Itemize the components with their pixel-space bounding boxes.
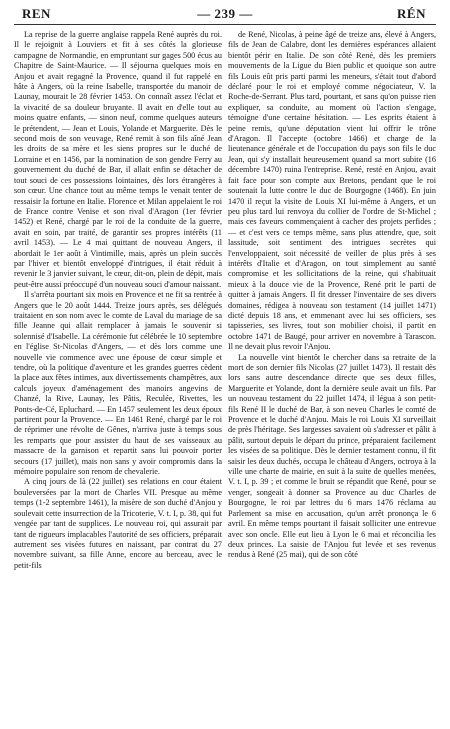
page-number: — 239 —	[197, 6, 253, 21]
left-paragraph-2: Il s'arrêta pourtant six mois en Provence et ne fit sa rentrée à Angers que le 20 août 1444. Treize jours après, ses délégués traitaient en son nom avec le comte de Laval du mariage de sa fille Jeanne qui allait remplacer à jamais le souvenir si solennisé d'Isabelle. La cérémonie fut célébrée le 10 septembre en l'église St-Nicolas d'Angers, — et dès lors comme une nouvelle vie commence avec une épouse de cœur simple et tendre, où la politique d'aventure et les grandes guerres cèdent la place aux fêtes intimes, aux divertissements champêtres, aux calculs joyeux d'aménagement des manoirs angevins de Chanzé, la Rive, Launay, les Pâtis, Reculée, Rivettes, les Ponts-de-Cé, Epluchard. — En 1457 seulement les deux époux partirent pour la Provence. — En 1461 René, chargé par le roi de réprimer une révolte de Gênes, n'arriva juste à temps sous les remparts que pour assister du haut de ses vaisseaux au massacre de la garnison et repartit sans lui pouvoir porter secours (17 juillet), mais non sans y avoir compromis dans la mémoire populaire son renom de chevalerie.	[14, 290, 222, 477]
left-column	[14, 30, 222, 725]
right-column	[228, 30, 436, 725]
right-paragraph-1: de René, Nicolas, à peine âgé de treize ans, élevé à Angers, fils de Jean de Calabre, dont les dernières espérances allaient bientôt périr en Italie. De son côté René, dès les premiers mouvements de la Ligue du Bien public et quoique son autre fils Louis eût pris parti parmi les meneurs, s'était tout d'abord déclaré pour le roi et employé comme négociateur, V. la Roche-de-Serrant. Plus tard, pourtant, et sans qu'on puisse rien expliquer, sa conduite, au moment où l'action s'engage, témoigne d'une certaine hésitation. — Les esprits étaient à peine remis, qu'une députation vient lui offrir le trône d'Aragon. Il l'accepte (octobre 1466) et charge de la lieutenance générale et de l'occupation du pays son fils le duc Jean, qui s'y installait heureusement quand sa mort subite (16 décembre 1470) ruina l'entreprise. René, resté en Anjou, avait fait face pour son compte aux Bretons, pendant que le roi soutenait la lutte contre le duc de Bourgogne (1468). En juin 1470 il reçut la visite de Louis XI lui-même à Angers, et un peu plus tard lui renvoya du collier de l'ordre de St-Michel ; mais ces faveurs commençaient à cacher des projets perfides ; — et c'est vers ce temps même, sans plus attendre, que, soit lassitude, soit sentiment des intrigues secrètes qui l'enveloppaient, soit nécessité de veiller de plus près à ses intérêts d'Italie et d'Aragon, on tout simplement au santé compromise et les sollicitations de la reine, qui s'habituait mieux à la douce vie de la Provence, René prit le parti de quitter à jamais Angers. Il fit dresser l'inventaire de ses divers domaines, rédigea à nouveau son testament (14 juillet 1471) dicté depuis 18 ans, et emmenant avec lui ses officiers, ses tapisseries, ses livres, tout son mobilier choisi, il partit en octobre 1471 de Baugé, pour arriver en novembre à Tarascon. Il ne devait plus revoir l'Anjou.	[228, 30, 436, 352]
left-paragraph-3: A cinq jours de là (22 juillet) ses relations en cour étaient bouleversées par la mort de Charles VII. Presque au même temps (1-2 septembre 1461), la misère de son duché d'Anjou y soulevait cette insurrection de la Tricoterie, V. t. I, p. 38, qui fut vengée par tant de supplices. Le nouveau roi, qui assurait par tant de rigueurs implacables l'autorité de ses officiers, préparait autrement ses visées futures en naissant, par contrat du 27 novembre suivant, sa fille Anne, encore au berceau, avec le petit-fils	[14, 477, 222, 570]
header-rule	[14, 24, 436, 25]
running-head-left: REN	[22, 6, 51, 21]
left-paragraph-1: La reprise de la guerre anglaise rappela René auprès du roi. Il le rejoignit à Louviers et fit à ses côtés la glorieuse campagne de Normandie, en empruntant sur gages 500 écus au Chapitre de Saint-Maurice. — Il séjourna quelques mois en Anjou et avait regagné la Provence, quand il fut rappelé en hâte à Angers, où la reine Isabelle, transportée du manoir de Launay, mourait le 28 février 1453. On connaît assez l'éclat et la vivacité de sa douleur bruyante. Il avait en d'elle tout au moins quatre enfants, — sinon neuf, comme quelques auteurs le prétendent, — Jean et Louis, Yolande et Marguerite. Dès le second mois de son veuvage, René remit à son fils aîné Jean les droits de sa mère et les siens propres sur le duché de Lorraine et en 1456, par la nomination de son gendre Ferry au gouvernement du duché de Bar, il allait enfin se détacher de tout souci de ces possessions lointaines, dès lors étrangères à son cœur. Une chance tout au même temps le venait tenter de ressaisir la fortune en Italie. Florence et Milan appelaient le roi de France contre Venise et son rival d'Aragon (1er février 1452) et René, chargé par le roi de la conduite de la guerre, avait en soin, par traité, de garantir ses propres intérêts (11 avril 1453). — Le 4 mai quittant de nouveau Angers, il abordait le 1er août à Vintimille, mais, après un plein succès par l'hiver et bientôt enveloppé d'intrigues, il était réduit à revenir le 3 janvier suivant, le cœur, dit-on, plein de dépit, mais peut-être aussi préoccupé d'un nouveau souci d'amour naissant.	[14, 30, 222, 289]
running-head-right: RÉN	[397, 6, 426, 21]
right-paragraph-2: La nouvelle vint bientôt le chercher dans sa retraite de la mort de son dernier fils Nicolas (27 juillet 1473). Il restait dès lors sans autre descendance directe que ses deux filles, Marguerite et Yolande, dont la dernière seule avait un fils. Par un nouveau testament du 22 juillet 1474, il légua à son petit-fils René II le duché de Bar, à son neveu Charles le comté de Provence et le duché d'Anjou. Mais le roi Louis XI surveillait de près l'héritage. Ses largesses savaient où s'adresser et pâlit à pâlit, surtout depuis le départ du prince, préparaient facilement les visées de sa politique. Dès le dernier testament connu, il fit saisir les deux duchés, occupa le château d'Angers, octroya à la ville une charte de mairie, en suit à la suite de quelles menées, V. t. I, p. 39 ; et comme le bruit se répandit que René, pour se venger, songeait à donner sa Provence au duc Charles de Bourgogne, le roi par lettres du 6 mars 1476 réclama au Parlement sa mise en accusation, qu'un arrêt prononça le 6 avril. En même temps pourtant il faisait solliciter une entrevue avec son oncle. Elle eut lieu à Lyon le 6 mai et réconcilia les deux princes. La saisie de l'Anjou fut levée et ses revenus rendus à René (25 mai), qui de son côté	[228, 352, 436, 560]
page-header	[14, 6, 436, 24]
